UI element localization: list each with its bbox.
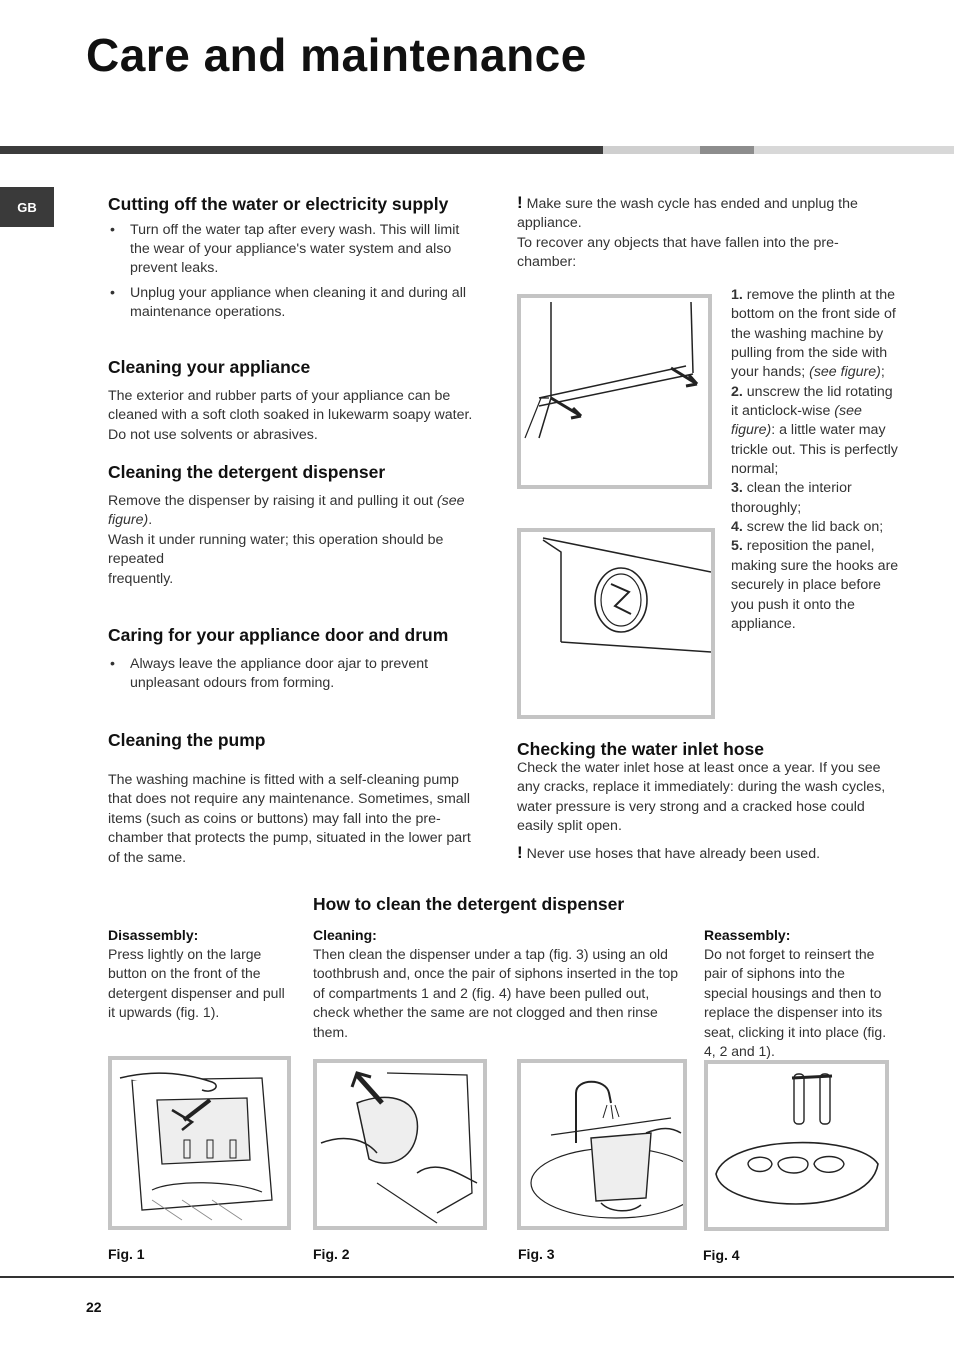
fig-1-illustration xyxy=(112,1060,287,1226)
heading-door: Caring for your appliance door and drum xyxy=(108,625,449,645)
warning-mark: ! xyxy=(517,193,523,212)
footer-rule xyxy=(0,1276,954,1278)
disassembly-block xyxy=(108,926,291,1023)
pump-text: The washing machine is fitted with a self-cleaning pump that does not require any maintenance. Sometimes, small items (such as coins or buttons) may fall into the pre-chamber that protects the pump, situated in the lower part of the same. xyxy=(108,772,471,866)
cleaning-instructions: Then clean the dispenser under a tap (fig. 3) using an old toothbrush and, once the pair of siphons inserted in the top of compartments 1 and 2 (fig. 4) have been pulled out, check whether the same are not clogged and then rinse them. xyxy=(313,946,679,1040)
step-4: 4. screw the lid back on; xyxy=(731,519,884,536)
fig-2-illustration xyxy=(317,1063,483,1226)
cleaning-block xyxy=(313,926,685,1042)
fig-3-illustration xyxy=(521,1063,683,1226)
disassembly-text: Press lightly on the large button on the front of the detergent dispenser and pull it upwards (fig. 1). xyxy=(108,946,285,1021)
warning-block xyxy=(517,193,889,273)
page-number: 22 xyxy=(86,1299,102,1315)
header-rule-dark xyxy=(0,146,603,154)
fig-4-label: Fig. 4 xyxy=(703,1247,740,1263)
header-rule-mid xyxy=(700,146,754,154)
fig-3-image xyxy=(517,1059,687,1230)
step-5: 5. reposition the panel, making sure the hooks are securely in place before you push it onto the appliance. xyxy=(731,538,899,632)
header-rule-light xyxy=(603,146,700,154)
plinth-illustration xyxy=(521,298,708,485)
heading-howto: How to clean the detergent dispenser xyxy=(313,894,625,914)
cleaning-title: Cleaning: xyxy=(313,927,377,943)
fig-4-image xyxy=(704,1060,889,1231)
fig-2-label: Fig. 2 xyxy=(313,1246,350,1262)
detergent-text-3: frequently. xyxy=(108,570,174,587)
hose-warning-mark: ! xyxy=(517,842,523,862)
steps-list xyxy=(731,286,901,634)
hose-warning: Never use hoses that have already been used. xyxy=(526,845,821,862)
recover-text: To recover any objects that have fallen into the pre-chamber: xyxy=(517,234,839,271)
fig-4-illustration xyxy=(708,1064,885,1227)
cleaning-text: The exterior and rubber parts of your appliance can be cleaned with a soft cloth soaked in lukewarm soapy water. Do not use solvents or abrasives. xyxy=(108,388,473,443)
step-2: 2. unscrew the lid rotating it anticlock-wise (see figure): a little water may trickle out. This is perfectly normal; xyxy=(731,383,898,478)
lid-illustration xyxy=(521,532,711,715)
see-figure-note: (see figure) xyxy=(108,493,465,529)
hose-text: Check the water inlet hose at least once a year. If you see any cracks, replace it immediately: during the wash cycles, water pressure is very strong and a cracked hose could easily split open. xyxy=(517,760,886,835)
plinth-figure xyxy=(517,294,712,489)
warning-text: Make sure the wash cycle has ended and unplug the appliance. xyxy=(517,196,858,232)
heading-hose: Checking the water inlet hose xyxy=(517,739,764,759)
fig-1-image xyxy=(108,1056,291,1230)
section-door xyxy=(108,626,478,693)
header-rule-light-right xyxy=(754,146,954,154)
list-item: • Unplug your appliance when cleaning it and during all maintenance operations. xyxy=(108,284,478,322)
fig-1-label: Fig. 1 xyxy=(108,1246,145,1262)
heading-cleaning: Cleaning your appliance xyxy=(108,357,311,377)
fig-2-image xyxy=(313,1059,487,1230)
detergent-text-1: Remove the dispenser by raising it and pulling it out (see figure). xyxy=(108,493,465,529)
heading-pump: Cleaning the pump xyxy=(108,730,266,750)
page-title: Care and maintenance xyxy=(86,29,587,81)
disassembly-title: Disassembly: xyxy=(108,927,199,943)
fig-3-label: Fig. 3 xyxy=(518,1246,555,1262)
heading-cutoff: Cutting off the water or electricity supply xyxy=(108,194,449,214)
language-tab: GB xyxy=(0,187,54,227)
reassembly-title: Reassembly: xyxy=(704,927,791,943)
lid-figure xyxy=(517,528,715,719)
reassembly-text: Do not forget to reinsert the pair of siphons into the special housings and then to replace the dispenser into its seat, clicking it into place (fig. 4, 2 and 1). xyxy=(704,946,887,1060)
detergent-text-2: Wash it under running water; this operation should be repeated xyxy=(108,531,444,568)
section-pump xyxy=(108,731,478,868)
section-hose xyxy=(517,740,889,864)
section-detergent xyxy=(108,463,478,589)
heading-detergent: Cleaning the detergent dispenser xyxy=(108,462,386,482)
howto-heading-wrap xyxy=(313,895,733,914)
list-item: • Turn off the water tap after every wash. This will limit the wear of your appliance's water system and also prevent leaks. xyxy=(108,221,478,279)
left-column xyxy=(108,195,478,322)
step-1: 1. remove the plinth at the bottom on the front side of the washing machine by pulling from the side with your hands; (see figure); xyxy=(731,287,896,381)
step-3: 3. clean the interior thoroughly; xyxy=(731,480,852,516)
section-cleaning xyxy=(108,358,478,445)
list-item: • Always leave the appliance door ajar to prevent unpleasant odours from forming. xyxy=(108,655,478,693)
reassembly-block xyxy=(704,926,888,1061)
